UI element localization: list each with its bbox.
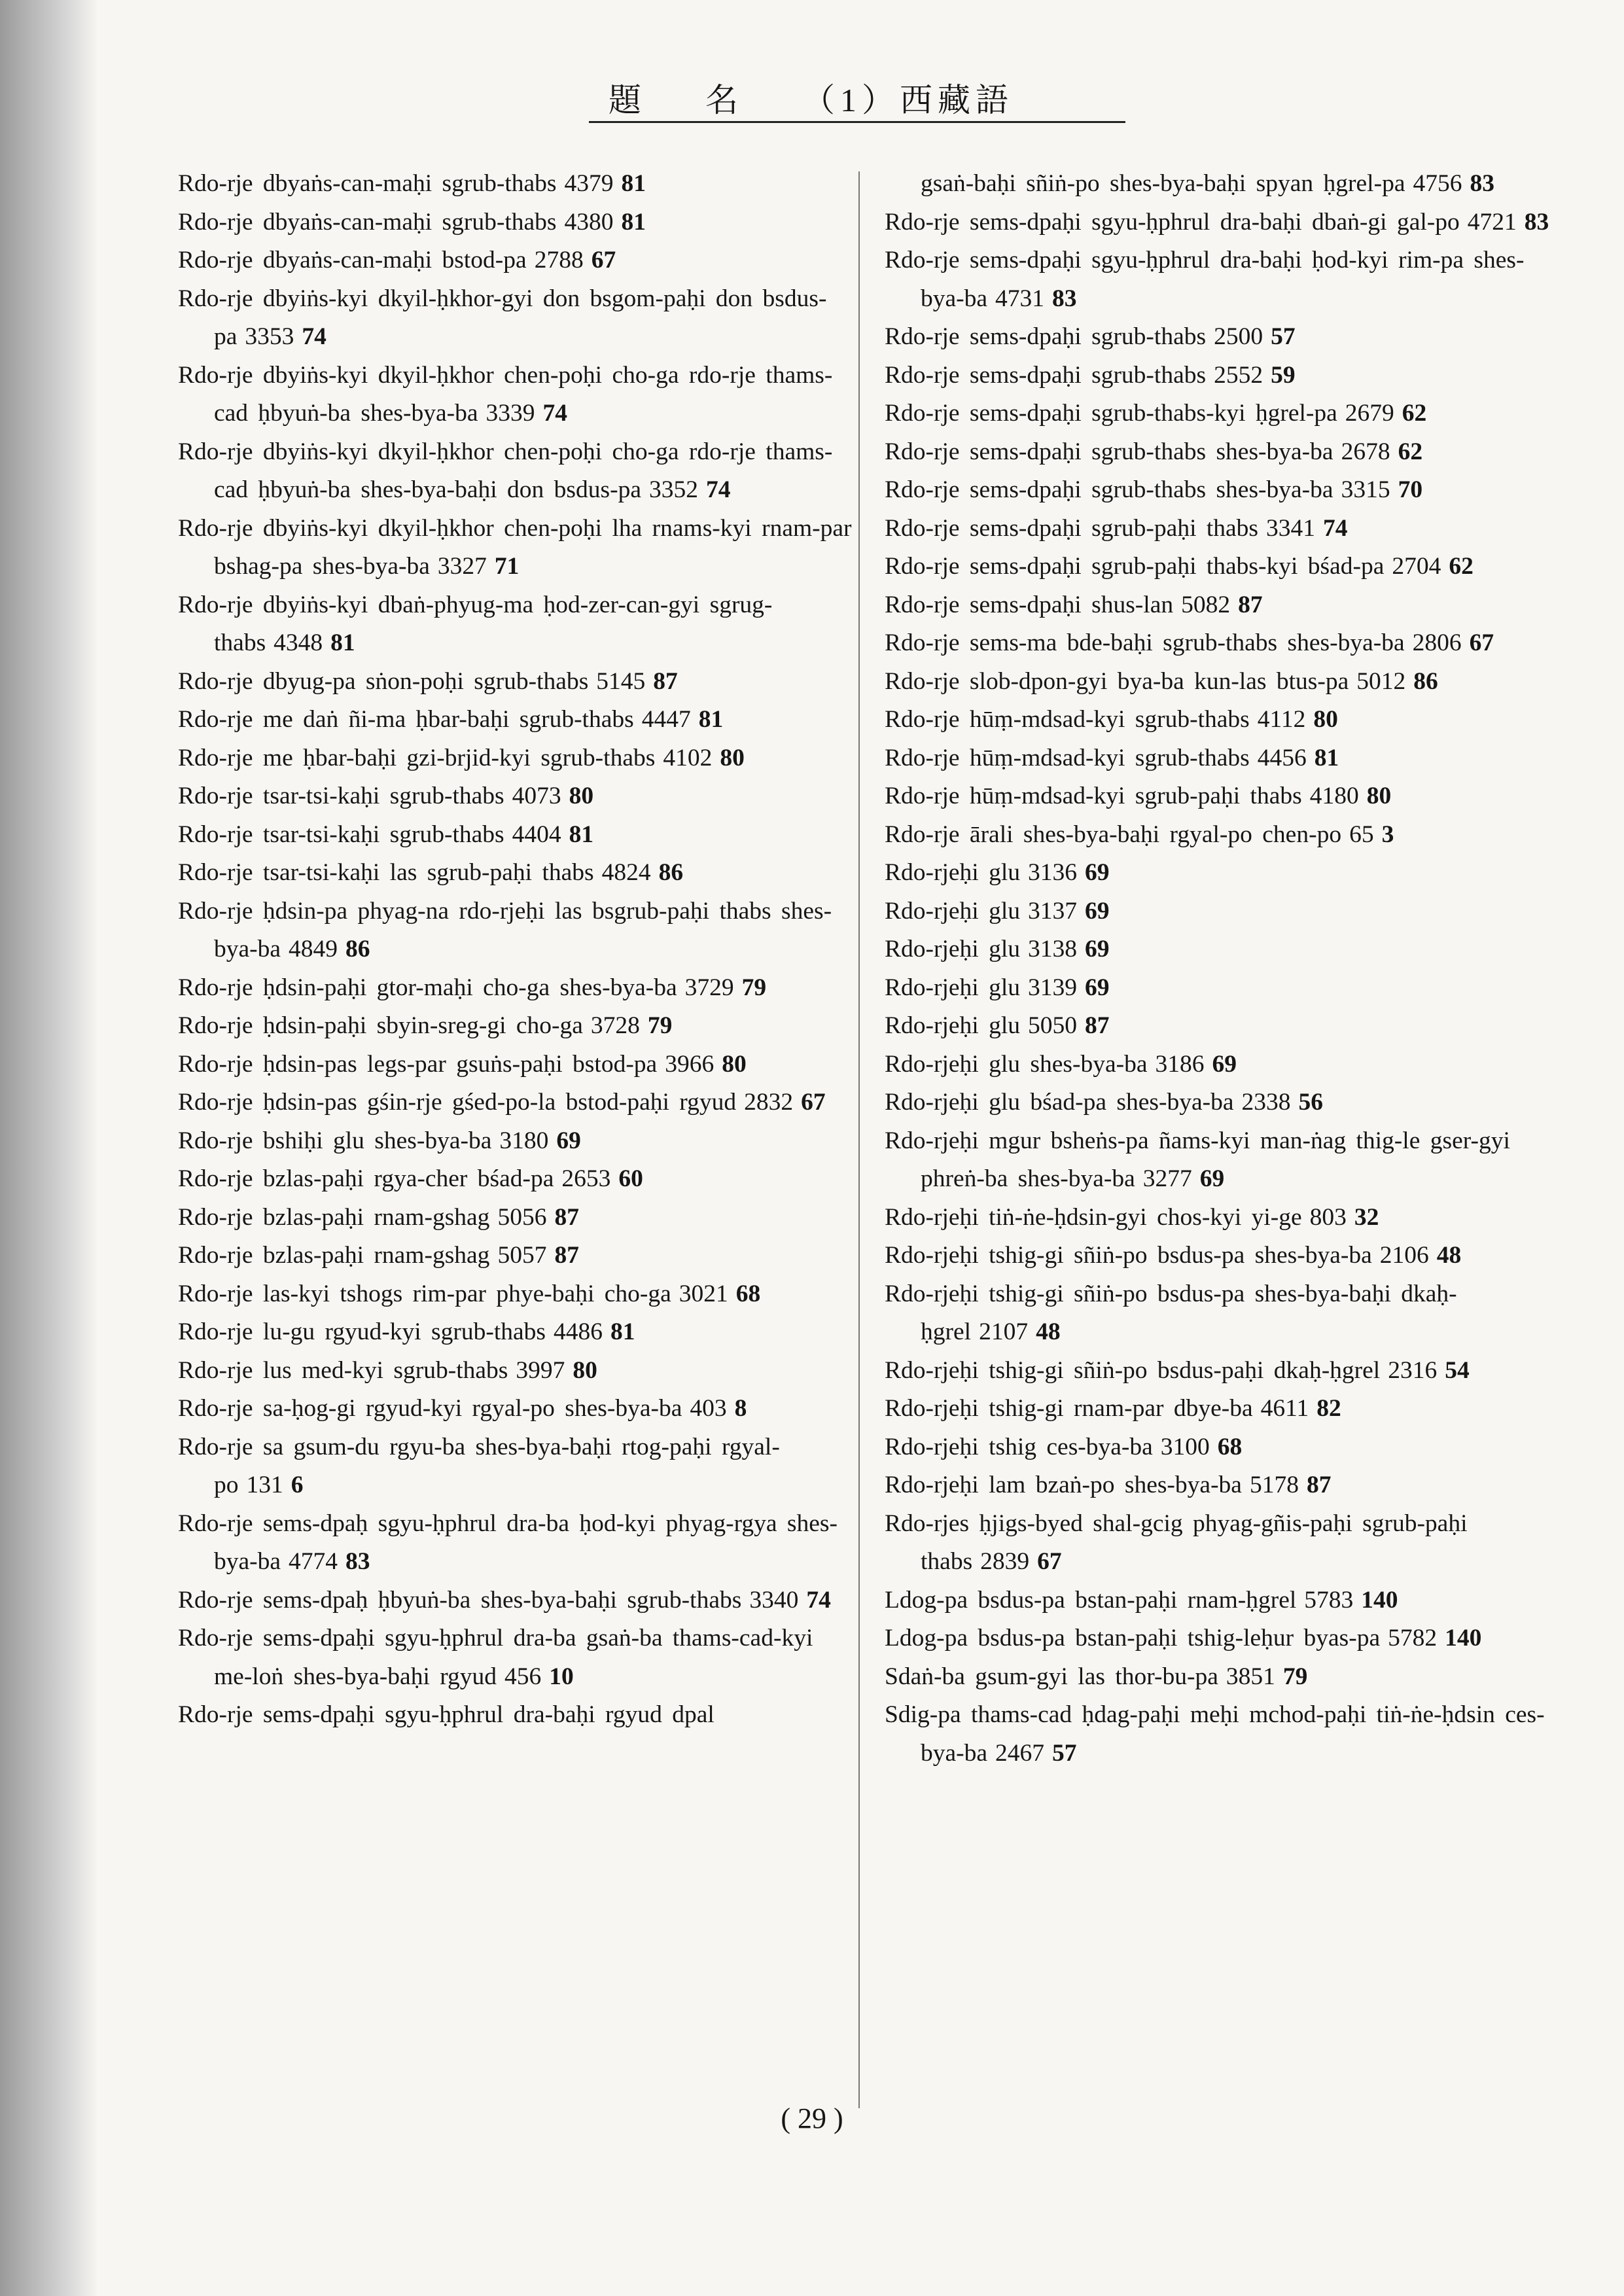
entry-number: 3340 [749,1586,799,1614]
index-entry [885,1466,1565,1505]
entry-title: Rdo-rje sems-dpaḥi sgrub-paḥi thabs [885,514,1259,542]
entry-title: Rdo-rjeḥi tiṅ-ṅe-ḥdsin-gyi chos-kyi yi-ge [885,1203,1302,1231]
index-entry [178,1390,858,1428]
entry-number: 3180 [499,1127,549,1154]
entry-title: Rdo-rje dbyaṅs-can-maḥi sgrub-thabs [178,208,557,236]
entry-number: 2839 [980,1548,1030,1575]
entry-number: 4824 [601,859,651,886]
index-entry [178,433,858,510]
entry-number: 4380 [564,208,614,236]
index-entry [885,854,1565,892]
index-entry [178,1428,858,1505]
entry-title: Rdo-rje sems-dpaḥi sgrub-thabs shes-bya-ba [885,476,1333,503]
entry-volume: 80 [569,783,594,809]
entry-volume: 86 [658,859,684,886]
entry-volume: 56 [1298,1089,1323,1116]
entry-number: 3997 [516,1356,565,1384]
index-entry [885,663,1565,701]
entry-number: 4611 [1260,1395,1309,1422]
entry-number: 2679 [1345,400,1394,427]
entry-title: Rdo-rje dbyiṅs-kyi dkyil-ḥkhor chen-poḥi cho-ga rdo-rje thams-cad ḥbyuṅ-ba shes-bya-ba [178,361,833,427]
index-entry [178,1007,858,1046]
index-entry [885,1084,1565,1122]
index-entry [178,1084,858,1122]
entry-number: 2500 [1214,323,1263,350]
index-entry [178,816,858,855]
index-entry [178,892,858,969]
entry-number: 2653 [561,1165,611,1192]
entry-volume: 80 [722,1050,747,1078]
entry-number: 4404 [512,821,561,848]
entry-volume: 69 [1085,936,1110,963]
entry-title: gsaṅ-baḥi sñiṅ-po shes-bya-baḥi spyan ḥgrel-pa [921,170,1405,197]
entry-volume: 79 [647,1012,673,1039]
index-entry [885,1428,1565,1467]
entry-number: 5050 [1028,1012,1078,1039]
index-entry [178,510,858,586]
entry-number: 4849 [289,936,338,963]
header-title-3: （1）西藏語 [802,82,1014,118]
entry-title: Rdo-rje hūṃ-mdsad-kyi sgrub-paḥi thabs [885,783,1302,809]
entry-volume: 74 [542,400,568,427]
index-entry [178,739,858,778]
entry-volume: 10 [549,1663,574,1690]
entry-volume: 87 [554,1203,579,1231]
entry-volume: 67 [591,247,616,274]
entry-volume: 71 [494,553,520,580]
entry-number: 4102 [663,744,713,771]
entry-title: Rdo-rje lus med-kyi sgrub-thabs [178,1356,508,1384]
entry-title: Rdo-rje bzlas-paḥi rnam-gshag [178,1242,490,1269]
entry-volume: 74 [1323,514,1348,542]
index-entry [885,357,1565,395]
entry-volume: 62 [1398,438,1423,465]
entry-title: Rdo-rje las-kyi tshogs rim-par phye-baḥi cho-ga [178,1280,671,1307]
entry-number: 2832 [744,1089,794,1116]
index-entry [178,969,858,1008]
entry-title: Rdo-rje ārali shes-bya-baḥi rgyal-po chen-po [885,821,1342,848]
entry-title: Rdo-rjeḥi glu [885,1012,1021,1039]
index-entry [885,777,1565,816]
index-entry [885,1619,1565,1658]
entry-volume: 82 [1316,1395,1341,1422]
entry-volume: 83 [345,1548,370,1575]
index-entry [885,1122,1565,1199]
entry-number: 3966 [665,1050,715,1078]
entry-volume: 67 [801,1089,826,1116]
entry-title: Rdo-rje slob-dpon-gyi bya-ba kun-las btus-pa [885,667,1349,695]
index-entry [178,1046,858,1084]
index-entry [885,586,1565,625]
entry-number: 2704 [1392,553,1441,580]
entry-title: Rdo-rje sems-dpaḥi sgyu-ḥphrul dra-baḥi rgyud dpal [178,1701,715,1728]
index-entry [178,1237,858,1275]
entry-title: Rdo-rje sems-dpaḥi sgrub-paḥi thabs-kyi bśad-pa [885,553,1385,580]
entry-number: 4721 [1467,208,1517,236]
entry-number: 3339 [485,400,535,427]
index-entry [178,854,858,892]
entry-volume: 70 [1398,476,1423,503]
entry-volume: 79 [1282,1663,1308,1690]
entry-volume: 81 [621,208,646,236]
entry-volume: 67 [1037,1548,1062,1575]
entry-number: 3139 [1028,974,1078,1001]
entry-volume: 83 [1052,285,1077,312]
entry-title: Rdo-rjeḥi tshig-gi sñiṅ-po bsdus-paḥi dkaḥ-ḥgrel [885,1356,1381,1384]
entry-title: Rdo-rjeḥi glu [885,897,1021,925]
entry-title: Rdo-rjeḥi tshig-gi sñiṅ-po bsdus-pa shes-bya-ba [885,1242,1372,1269]
entry-number: 3352 [649,476,699,503]
entry-volume: 87 [1238,591,1263,618]
entry-number: 3136 [1028,859,1078,886]
entry-volume: 54 [1445,1356,1470,1384]
entry-title: Ldog-pa bsdus-pa bstan-paḥi rnam-ḥgrel [885,1586,1297,1614]
entry-volume: 69 [1199,1165,1225,1192]
entry-title: Rdo-rjeḥi glu [885,974,1021,1001]
index-entry [885,318,1565,357]
header-title-2: 名 [705,82,743,118]
entry-volume: 80 [573,1356,597,1384]
entry-title: Rdo-rje ḥdsin-pas gśin-rje gśed-po-la bstod-paḥi rgyud [178,1089,737,1116]
index-entry [885,1046,1565,1084]
entry-title: Rdo-rje sems-dpaḥi sgyu-ḥphrul dra-ba gsaṅ-ba thams-cad-kyi me-loṅ shes-bya-baḥi rgyud [178,1625,813,1690]
index-entry [885,1007,1565,1046]
entry-title: Rdo-rje hūṃ-mdsad-kyi sgrub-thabs [885,744,1250,771]
entry-number: 2316 [1388,1356,1438,1384]
index-entry [885,1658,1565,1697]
column-divider [858,171,860,2108]
entry-number: 3138 [1028,936,1078,963]
index-entry [885,739,1565,778]
index-entry [178,165,858,203]
entry-volume: 67 [1469,629,1494,656]
entry-title: Sdig-pa thams-cad ḥdag-paḥi meḥi mchod-paḥi tiṅ-ṅe-ḥdsin ces-bya-ba [885,1701,1545,1767]
entry-volume: 6 [291,1472,304,1498]
index-entry [178,1313,858,1352]
index-entry [178,663,858,701]
entry-title: Rdo-rje ḥdsin-paḥi sbyin-sreg-gi cho-ga [178,1012,583,1039]
entry-title: Rdo-rjeḥi glu [885,936,1021,963]
index-entry [885,1390,1565,1428]
entry-title: Rdo-rje sems-dpaḥi sgrub-thabs shes-bya-ba [885,438,1333,465]
index-entry [178,1619,858,1696]
entry-title: Rdo-rjes ḥjigs-byed shal-gcig phyag-gñis-paḥi sgrub-paḥi thabs [885,1510,1468,1575]
entry-title: Rdo-rjeḥi tshig-gi rnam-par dbye-ba [885,1395,1253,1422]
entry-number: 803 [1309,1203,1347,1231]
entry-number: 5057 [497,1242,547,1269]
entry-title: Rdo-rje sa gsum-du rgyu-ba shes-bya-baḥi rtog-paḥi rgyal-po [178,1433,780,1498]
entry-number: 4756 [1413,170,1462,197]
entry-number: 2107 [979,1318,1029,1345]
entry-volume: 8 [734,1395,747,1422]
index-entry [178,1275,858,1314]
entry-number: 3327 [437,553,487,580]
entry-title: Rdo-rje dbyaṅs-can-maḥi sgrub-thabs [178,170,557,197]
entry-volume: 74 [806,1586,831,1614]
entry-title: Rdo-rjeḥi glu bśad-pa shes-bya-ba [885,1089,1234,1116]
entry-title: Rdo-rje bzlas-paḥi rgya-cher bśad-pa [178,1165,554,1192]
entry-number: 65 [1349,821,1374,848]
entry-title: Rdo-rje dbyug-pa sṅon-poḥi sgrub-thabs [178,667,589,695]
entry-title: Rdo-rje dbyiṅs-kyi dkyil-ḥkhor chen-poḥi cho-ga rdo-rje thams-cad ḥbyuṅ-ba shes-bya-baḥi don bsdus-pa [178,438,833,503]
entry-volume: 140 [1361,1586,1398,1614]
index-entry [885,1696,1565,1773]
entry-volume: 87 [653,667,678,695]
entry-number: 3315 [1341,476,1390,503]
index-entry [178,203,858,242]
index-entry [178,1581,858,1620]
entry-volume: 69 [1085,859,1110,886]
entry-title: Rdo-rje sems-dpaḥ sgyu-ḥphrul dra-ba ḥod-kyi phyag-rgya shes-bya-ba [178,1510,838,1575]
right-column [885,165,1565,1773]
entry-title: Rdo-rje me ḥbar-baḥi gzi-brjid-kyi sgrub-thabs [178,744,656,771]
entry-volume: 83 [1470,170,1494,197]
index-entry [885,1275,1565,1352]
entry-number: 5056 [497,1203,547,1231]
index-entry [885,930,1565,969]
entry-title: Rdo-rje sems-dpaḥ ḥbyuṅ-ba shes-bya-baḥi sgrub-thabs [178,1586,742,1614]
entry-number: 2678 [1341,438,1390,465]
entry-number: 4073 [512,783,561,809]
entry-title: Rdo-rjeḥi tshig ces-bya-ba [885,1433,1153,1460]
entry-volume: 3 [1381,821,1394,848]
entry-number: 2806 [1412,629,1462,656]
entry-volume: 69 [1212,1050,1237,1078]
entry-number: 2552 [1214,361,1263,389]
entry-volume: 74 [706,476,731,503]
entry-volume: 69 [556,1127,581,1154]
entry-number: 2467 [995,1739,1045,1767]
entry-number: 3729 [684,974,734,1001]
entry-number: 3728 [590,1012,640,1039]
entry-number: 4348 [274,629,323,656]
entry-title: Sdaṅ-ba gsum-gyi las thor-bu-pa [885,1663,1218,1690]
entry-title: Rdo-rje me daṅ ñi-ma ḥbar-baḥi sgrub-thabs [178,706,634,733]
entry-volume: 74 [302,323,327,350]
entry-volume: 69 [1085,974,1110,1001]
entry-volume: 80 [720,744,745,771]
index-entry [885,165,1565,203]
index-entry [885,1352,1565,1390]
entry-title: Rdo-rje sems-dpaḥi sgrub-thabs [885,323,1207,350]
entry-volume: 87 [554,1242,579,1269]
index-entry [885,1505,1565,1581]
index-entry [178,1505,858,1581]
entry-title: Rdo-rje sems-dpaḥi sgyu-ḥphrul dra-baḥi dbaṅ-gi gal-po [885,208,1460,236]
index-entry [178,586,858,663]
entry-title: Rdo-rje dbyiṅs-kyi dkyil-ḥkhor chen-poḥi lha rnams-kyi rnam-par bshag-pa shes-bya-ba [178,514,852,580]
entry-volume: 62 [1449,553,1474,580]
index-entry [178,777,858,816]
entry-title: Rdo-rje lu-gu rgyud-kyi sgrub-thabs [178,1318,546,1345]
entry-volume: 86 [1413,667,1438,695]
index-entry [178,701,858,739]
entry-title: Rdo-rje dbyaṅs-can-maḥi bstod-pa [178,247,527,274]
index-entry [178,1696,858,1735]
index-entry [178,1352,858,1390]
entry-number: 456 [504,1663,542,1690]
entry-volume: 62 [1402,400,1427,427]
entry-volume: 86 [345,936,370,963]
entry-title: Rdo-rjeḥi glu [885,859,1021,886]
entry-title: Rdo-rje bzlas-paḥi rnam-gshag [178,1203,490,1231]
index-entry [885,203,1565,242]
scan-edge-shadow [0,0,98,2296]
entry-title: Rdo-rje ḥdsin-pas legs-par gsuṅs-paḥi bstod-pa [178,1050,658,1078]
entry-number: 2106 [1379,1242,1429,1269]
header-title-1: 題 [609,82,646,118]
entry-number: 3186 [1155,1050,1205,1078]
index-entry [885,548,1565,586]
entry-number: 3100 [1160,1433,1210,1460]
entry-number: 4379 [564,170,614,197]
entry-number: 5178 [1249,1472,1299,1498]
entry-volume: 32 [1354,1203,1379,1231]
entry-volume: 80 [1366,783,1392,809]
entry-title: Rdo-rje sems-dpaḥi sgrub-thabs-kyi ḥgrel-pa [885,400,1337,427]
entry-title: Rdo-rje sems-ma bde-baḥi sgrub-thabs shes-bya-ba [885,629,1405,656]
entry-number: 5782 [1388,1625,1438,1651]
index-entry [178,241,858,280]
entry-number: 3353 [245,323,294,350]
page-number: ( 29 ) [781,2102,843,2134]
entry-number: 4774 [289,1548,338,1575]
entry-number: 5012 [1356,667,1406,695]
index-entry [178,1122,858,1161]
index-entry [885,395,1565,433]
entry-volume: 57 [1271,323,1296,350]
entry-number: 2788 [534,247,584,274]
entry-title: Rdo-rje ḥdsin-paḥi gtor-maḥi cho-ga shes-bya-ba [178,974,677,1001]
entry-title: Rdo-rje tsar-tsi-kaḥi sgrub-thabs [178,783,504,809]
index-entry [885,892,1565,931]
index-entry [885,471,1565,510]
entry-volume: 81 [698,706,724,733]
index-entry [885,1581,1565,1620]
page-header [589,84,1125,123]
entry-volume: 83 [1524,208,1549,236]
entry-number: 4447 [641,706,691,733]
entry-number: 5145 [596,667,646,695]
entry-volume: 60 [618,1165,643,1192]
entry-number: 4112 [1257,706,1306,733]
entry-title: Rdo-rje dbyiṅs-kyi dbaṅ-phyug-ma ḥod-zer-can-gyi sgrug-thabs [178,591,773,656]
entry-title: Rdo-rje tsar-tsi-kaḥi sgrub-thabs [178,821,504,848]
entry-volume: 79 [741,974,767,1001]
entry-volume: 81 [610,1318,635,1345]
entry-number: 4731 [995,285,1045,312]
index-entry [885,433,1565,472]
index-entry [178,280,858,357]
entry-title: Rdo-rje sems-dpaḥi sgrub-thabs [885,361,1207,389]
entry-title: Rdo-rje dbyiṅs-kyi dkyil-ḥkhor-gyi don bsgom-paḥi don bsdus-pa [178,285,827,350]
entry-volume: 59 [1271,361,1296,389]
entry-volume: 140 [1445,1625,1482,1651]
index-entry [178,1160,858,1199]
index-entry [885,1237,1565,1275]
index-entry [885,701,1565,739]
index-entry [885,816,1565,855]
entry-volume: 80 [1313,706,1338,733]
entry-title: Rdo-rje tsar-tsi-kaḥi las sgrub-paḥi thabs [178,859,594,886]
entry-volume: 48 [1436,1242,1462,1269]
entry-volume: 87 [1306,1472,1332,1498]
index-entry [178,1199,858,1237]
left-column [178,165,858,1735]
entry-number: 2338 [1241,1089,1291,1116]
entry-volume: 57 [1052,1739,1077,1767]
entry-title: Rdo-rje bshiḥi glu shes-bya-ba [178,1127,492,1154]
entry-volume: 68 [1217,1433,1243,1460]
entry-volume: 48 [1036,1318,1061,1345]
entry-title: Rdo-rje sa-ḥog-gi rgyud-kyi rgyal-po shes-bya-ba [178,1395,682,1422]
index-entry [885,969,1565,1008]
entry-number: 3851 [1226,1663,1275,1690]
entry-number: 4486 [554,1318,603,1345]
entry-number: 3137 [1028,897,1078,925]
entry-title: Rdo-rjeḥi lam bzaṅ-po shes-bya-ba [885,1472,1242,1498]
index-entry [178,357,858,433]
entry-number: 4180 [1309,783,1359,809]
entry-number: 5783 [1304,1586,1354,1614]
entry-title: Rdo-rje hūṃ-mdsad-kyi sgrub-thabs [885,706,1250,733]
entry-volume: 68 [735,1280,761,1307]
entry-number: 131 [246,1472,283,1498]
entry-volume: 81 [330,629,355,656]
entry-volume: 81 [1314,744,1339,771]
entry-title: Rdo-rje ḥdsin-pa phyag-na rdo-rjeḥi las bsgrub-paḥi thabs shes-bya-ba [178,897,832,963]
entry-number: 4456 [1257,744,1307,771]
entry-volume: 81 [569,821,594,848]
entry-title: Ldog-pa bsdus-pa bstan-paḥi tshig-leḥur byas-pa [885,1625,1381,1651]
entry-title: Rdo-rjeḥi tshig-gi sñiṅ-po bsdus-pa shes-bya-baḥi dkaḥ-ḥgrel [885,1280,1457,1345]
entry-number: 3341 [1266,514,1316,542]
index-entry [885,241,1565,318]
entry-title: Rdo-rjeḥi mgur bsheṅs-pa ñams-kyi man-ṅag thig-le gser-gyi phreṅ-ba shes-bya-ba [885,1127,1510,1192]
entry-number: 3021 [679,1280,728,1307]
entry-volume: 69 [1085,897,1110,925]
entry-title: Rdo-rje sems-dpaḥi sgyu-ḥphrul dra-baḥi ḥod-kyi rim-pa shes-bya-ba [885,247,1525,312]
index-entry [885,510,1565,548]
index-entry [885,1199,1565,1237]
entry-title: Rdo-rjeḥi glu shes-bya-ba [885,1050,1148,1078]
index-entry [885,624,1565,663]
entry-volume: 87 [1085,1012,1110,1039]
entry-number: 3277 [1142,1165,1192,1192]
entry-title: Rdo-rje sems-dpaḥi shus-lan [885,591,1174,618]
entry-number: 403 [690,1395,727,1422]
entry-volume: 81 [621,170,646,197]
entry-number: 5082 [1181,591,1231,618]
